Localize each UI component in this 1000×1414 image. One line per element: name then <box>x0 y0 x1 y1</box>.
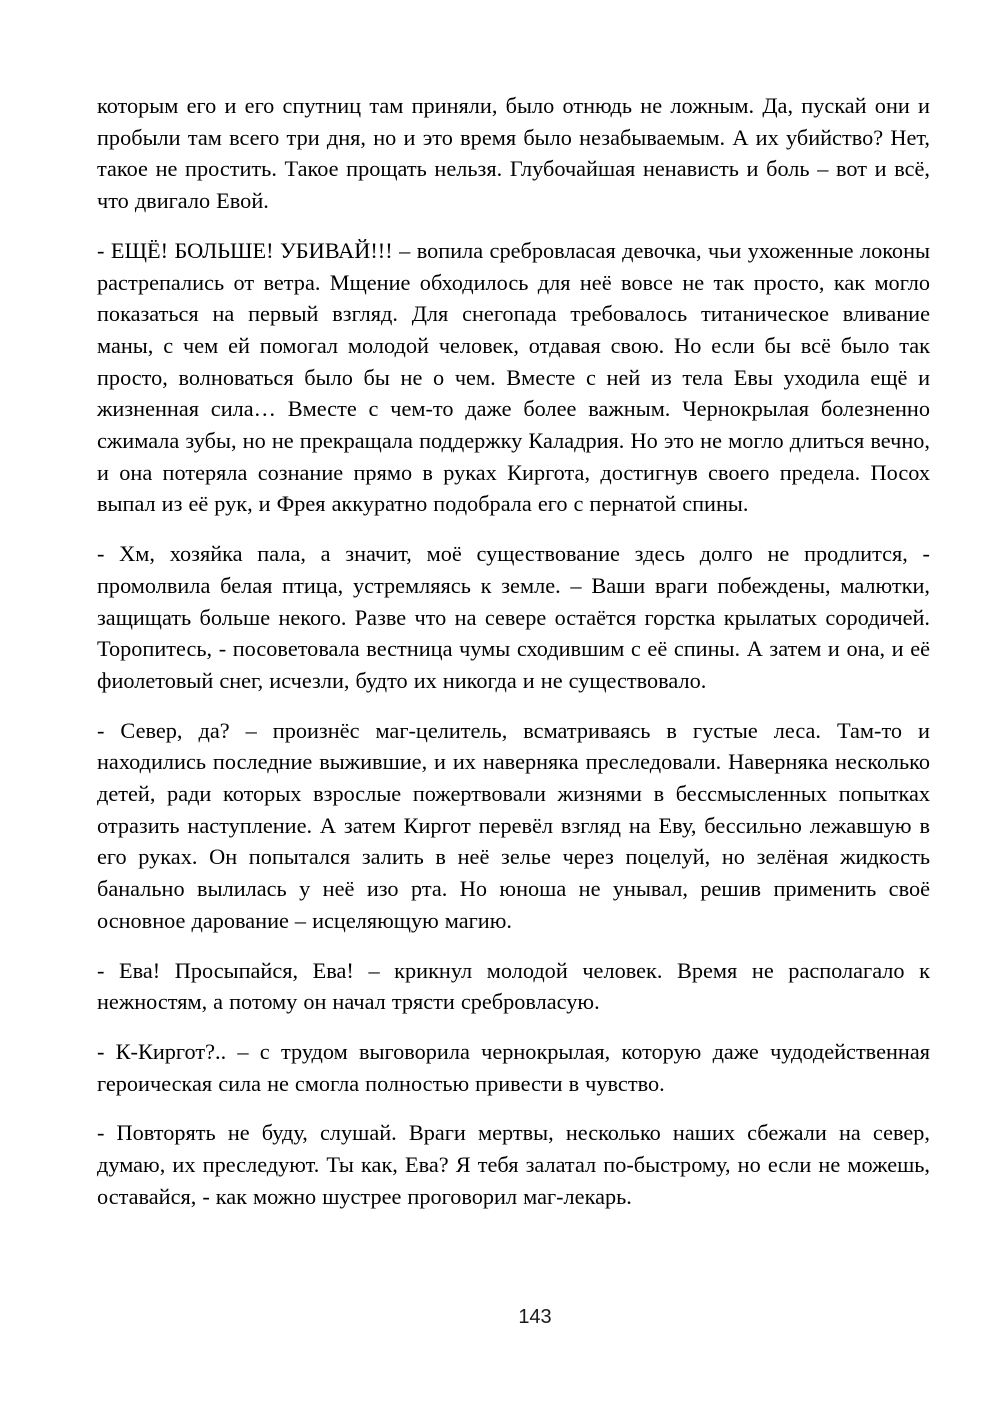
paragraph-7: - Повторять не буду, слушай. Враги мертвы, несколько наших сбежали на север, думаю, их преследуют. Ты как, Ева? Я тебя залатал по-быстрому, но если не можешь, оставайся, - как можно шустрее проговорил маг-лекарь. <box>97 1120 930 1209</box>
paragraph-5: - Ева! Просыпайся, Ева! – крикнул молодой человек. Время не располагало к нежностям, а потому он начал трясти сребровласую. <box>97 957 930 1015</box>
paragraph-1: которым его и его спутниц там приняли, было отнюдь не ложным. Да, пускай они и пробыли там всего три дня, но и это время было незабываемым. А их убийство? Нет, такое не простить. Такое прощать нельзя. Глубочайшая ненависть и боль – вот и всё, что двигало Евой. <box>97 93 930 214</box>
paragraph-6: - К-Киргот?.. – с трудом выговорила чернокрылая, которую даже чудодейственная героическая сила не смогла полностью привести в чувство. <box>97 1038 930 1096</box>
paragraph-4: - Север, да? – произнёс маг-целитель, всматриваясь в густые леса. Там-то и находились последние выжившие, и их наверняка преследовали. Наверняка несколько детей, ради которых взрослые пожертвовали жизнями в бессмысленных попытках отразить наступление. А затем Киргот перевёл взгляд на Еву, бессильно лежавшую в его руках. Он попытался залить в неё зелье через поцелуй, но зелёная жидкость банально вылилась у неё изо рта. Но юноша не унывал, решив применить своё основное дарование – исцеляющую магию. <box>97 717 930 933</box>
paragraph-2: - ЕЩЁ! БОЛЬШЕ! УБИВАЙ!!! – вопила сребровласая девочка, чьи ухоженные локоны растрепались от ветра. Мщение обходилось для неё вовсе не так просто, как могло показаться на первый взгляд. Для снегопада требовалось титаническое вливание маны, с чем ей помогал молодой человек, отдавая свою. Но если бы всё было так просто, волноваться было бы не о чем. Вместе с ней из тела Евы уходила ещё и жизненная сила… Вместе с чем-то даже более важным. Чернокрылая болезненно сжимала зубы, но не прекращала поддержку Каладрия. Но это не могло длиться вечно, и она потеряла сознание прямо в руках Киргота, достигнув своего предела. Посох выпал из её рук, и Фрея аккуратно подобрала его с пернатой спины. <box>97 237 930 517</box>
paragraph-3: - Хм, хозяйка пала, а значит, моё существование здесь долго не продлится, - промолвила белая птица, устремляясь к земле. – Ваши враги побеждены, малютки, защищать больше некого. Разве что на севере остаётся горстка крылатых сородичей. Торопитесь, - посоветовала вестница чумы сходившим с её спины. А затем и она, и её фиолетовый снег, исчезли, будто их никогда и не существовало. <box>97 541 930 693</box>
page-number: 143 <box>518 1306 552 1328</box>
body-text <box>97 90 930 1231</box>
